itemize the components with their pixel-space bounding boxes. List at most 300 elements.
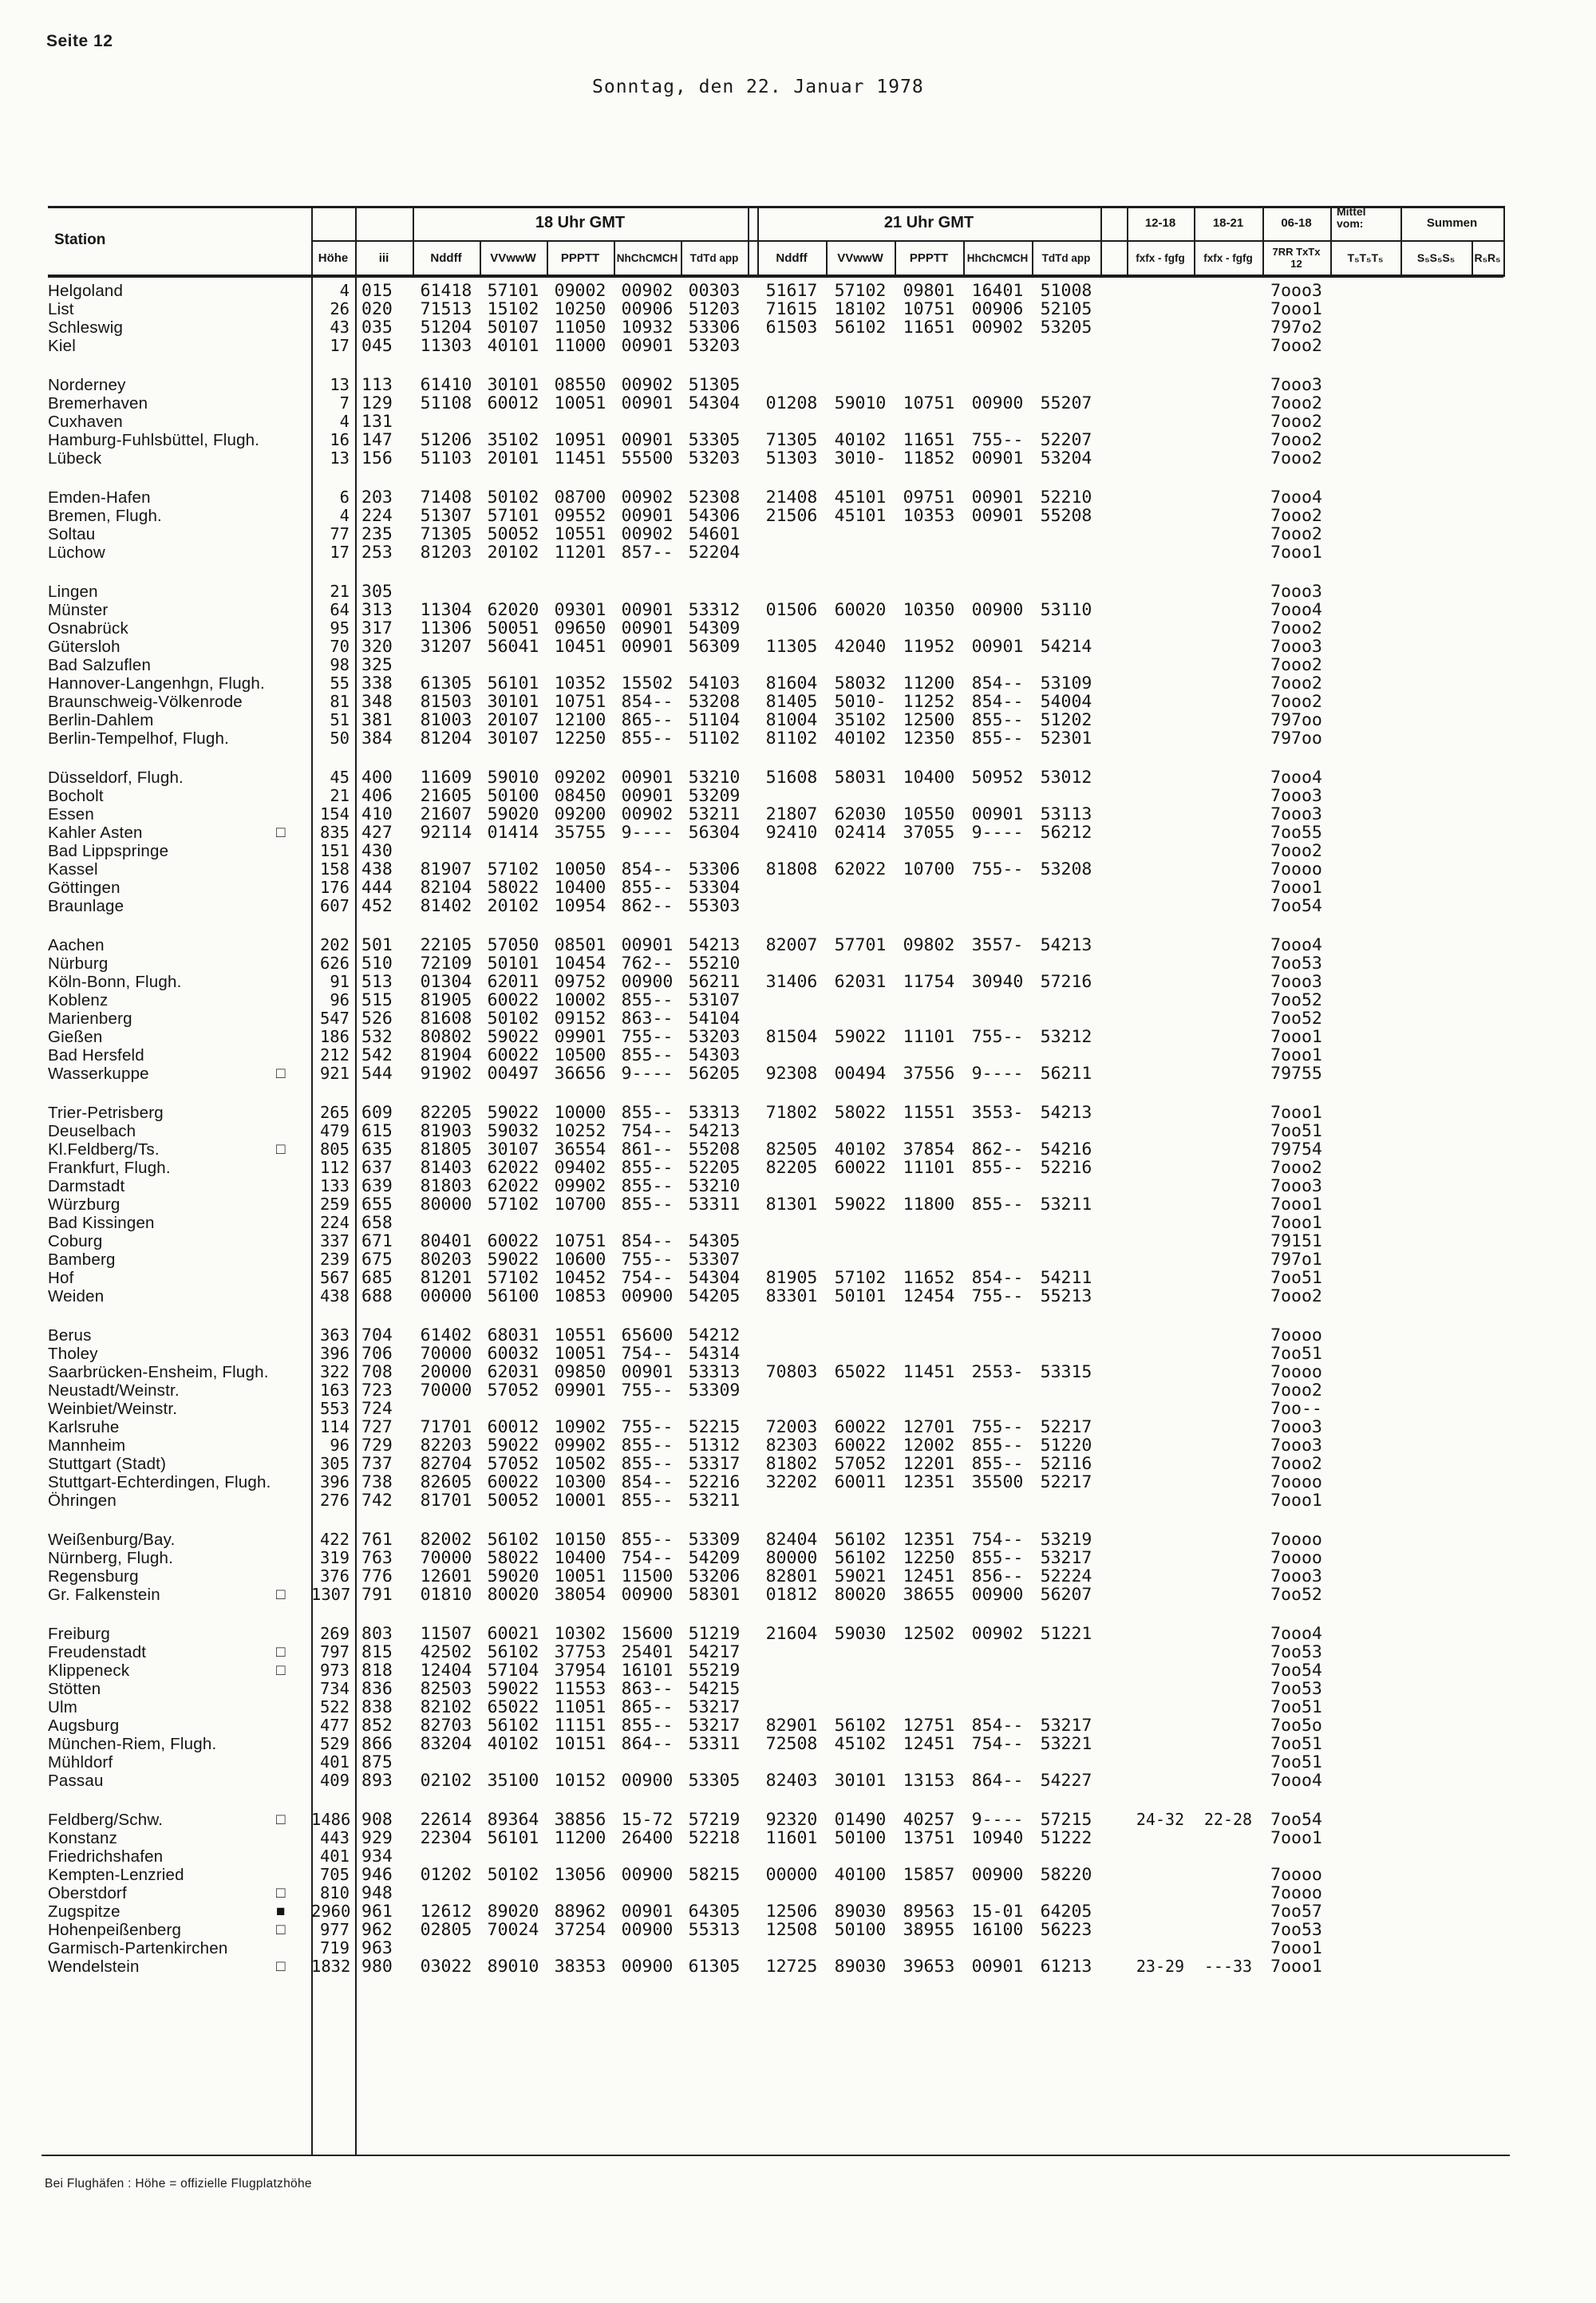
spacer xyxy=(748,973,757,991)
fx-18-21-value xyxy=(1194,1884,1262,1902)
hoehe-value: 4 xyxy=(339,412,350,431)
obs21-ppptt: 12250 xyxy=(903,1548,955,1568)
obs21-vvwww: 40102 xyxy=(834,430,887,450)
summen-ss-value xyxy=(1400,842,1472,860)
obs21-nhchcmch: 862-- xyxy=(971,1140,1024,1159)
obs21-tdtd-app xyxy=(1032,897,1100,915)
hoehe-value: 224 xyxy=(319,1213,350,1232)
obs21-ppptt: 10550 xyxy=(903,804,955,824)
obs18-vvwww: 20101 xyxy=(487,448,539,468)
station-row xyxy=(48,674,1503,693)
mittel-label-line1: Mittel xyxy=(1337,205,1366,218)
obs21-ppptt: 11551 xyxy=(903,1103,955,1123)
rr-06-18-value: 797oo xyxy=(1270,729,1322,749)
obs21-ppptt xyxy=(895,879,963,897)
station-name: Münster xyxy=(48,601,109,619)
station-row xyxy=(48,656,1503,674)
fx-12-18-value xyxy=(1127,1549,1194,1567)
station-row xyxy=(48,1195,1503,1214)
obs21-ppptt: 11451 xyxy=(903,1362,955,1382)
obs18-tdtd-app: 53307 xyxy=(688,1250,741,1270)
hoehe-value: 70 xyxy=(330,637,350,656)
obs21-ppptt xyxy=(895,413,963,431)
obs21-vvwww: 56102 xyxy=(834,1548,887,1568)
station-name: Bamberg xyxy=(48,1250,116,1269)
spacer xyxy=(748,1381,757,1400)
spacer xyxy=(748,543,757,562)
mittel-value xyxy=(1330,337,1400,355)
iii-value: 348 xyxy=(361,692,393,712)
obs18-nhchcmch: 00900 xyxy=(621,972,674,992)
iii-value: 325 xyxy=(361,655,393,675)
spacer xyxy=(1100,879,1127,897)
station-name: Gr. Falkenstein xyxy=(48,1586,160,1604)
spacer xyxy=(748,282,757,300)
obs21-ppptt xyxy=(895,1046,963,1065)
obs21-vvwww: 45102 xyxy=(834,1734,887,1754)
station-row xyxy=(48,693,1503,711)
station-name: Freudenstadt xyxy=(48,1643,147,1661)
obs21-tdtd-app: 54213 xyxy=(1040,935,1092,955)
summen-rs-value xyxy=(1472,583,1503,601)
fx-18-21-value xyxy=(1194,1455,1262,1473)
subheader-21-ppptt: PPPTT xyxy=(909,251,949,265)
station-row xyxy=(48,431,1503,449)
obs21-nddff: 81905 xyxy=(765,1268,818,1288)
obs18-tdtd-app: 54217 xyxy=(688,1642,741,1662)
station-name: Ulm xyxy=(48,1698,78,1716)
mittel-value xyxy=(1330,1939,1400,1957)
summen-rs-value xyxy=(1472,1400,1503,1418)
obs21-tdtd-app: 53012 xyxy=(1040,768,1092,788)
obs18-nddff: 51108 xyxy=(420,393,472,413)
obs18-nhchcmch: 16101 xyxy=(621,1661,674,1681)
hoehe-value: 322 xyxy=(319,1362,350,1381)
spacer xyxy=(748,805,757,824)
obs21-vvwww: 18102 xyxy=(834,299,887,319)
obs18-ppptt: 10150 xyxy=(554,1530,606,1550)
obs21-ppptt xyxy=(895,1326,963,1345)
obs21-ppptt: 09802 xyxy=(903,935,955,955)
obs18-nhchcmch: 862-- xyxy=(621,896,674,916)
obs18-vvwww xyxy=(480,842,547,860)
spacer xyxy=(1100,1921,1127,1939)
obs21-nhchcmch: 854-- xyxy=(971,692,1024,712)
mittel-value xyxy=(1330,936,1400,954)
mittel-value xyxy=(1330,1680,1400,1698)
obs18-vvwww xyxy=(480,1884,547,1902)
hoehe-value: 797 xyxy=(319,1642,350,1661)
obs18-vvwww: 56101 xyxy=(487,674,539,693)
obs21-nddff: 70803 xyxy=(765,1362,818,1382)
rr-06-18-value: 7ooo2 xyxy=(1270,1454,1322,1474)
iii-value: 791 xyxy=(361,1585,393,1605)
obs21-nhchcmch: 754-- xyxy=(971,1530,1024,1550)
summen-ss-value xyxy=(1400,318,1472,337)
obs18-nddff: 81701 xyxy=(420,1491,472,1511)
spacer xyxy=(748,1625,757,1643)
obs18-nhchcmch: 00901 xyxy=(621,637,674,657)
mittel-value xyxy=(1330,693,1400,711)
summen-ss-value xyxy=(1400,1418,1472,1436)
obs18-vvwww: 20107 xyxy=(487,710,539,730)
station-cell xyxy=(48,1643,311,1661)
obs21-nhchcmch xyxy=(963,656,1032,674)
obs18-nddff: 81803 xyxy=(420,1176,472,1196)
spacer xyxy=(1100,1140,1127,1159)
fx-18-21-value xyxy=(1194,1381,1262,1400)
iii-value: 513 xyxy=(361,972,393,992)
station-row xyxy=(48,543,1503,562)
obs18-ppptt: 10250 xyxy=(554,299,606,319)
mittel-value xyxy=(1330,583,1400,601)
column-group-18uhr: 18 Uhr GMT xyxy=(535,214,626,231)
rr-06-18-value: 7ooo2 xyxy=(1270,524,1322,544)
obs18-ppptt: 10002 xyxy=(554,990,606,1010)
obs21-nhchcmch: 755-- xyxy=(971,430,1024,450)
fx-12-18-value xyxy=(1127,1735,1194,1753)
summen-ss-value xyxy=(1400,1531,1472,1549)
obs18-nddff: 92114 xyxy=(420,823,472,843)
station-cell xyxy=(48,1418,311,1436)
hoehe-value: 376 xyxy=(319,1566,350,1586)
fx-12-18-value xyxy=(1127,1065,1194,1083)
obs21-tdtd-app: 51220 xyxy=(1040,1436,1092,1456)
station-name: Bad Hersfeld xyxy=(48,1046,144,1065)
station-row xyxy=(48,1680,1503,1698)
obs21-ppptt xyxy=(895,1345,963,1363)
obs21-ppptt: 11101 xyxy=(903,1027,955,1047)
obs18-tdtd-app: 54304 xyxy=(688,1268,741,1288)
fx-12-18-value xyxy=(1127,1866,1194,1884)
obs18-ppptt: 10551 xyxy=(554,1325,606,1345)
obs21-nddff: 82205 xyxy=(765,1158,818,1178)
spacer xyxy=(1100,1531,1127,1549)
obs18-ppptt: 36656 xyxy=(554,1064,606,1084)
station-row xyxy=(48,1009,1503,1028)
obs18-vvwww: 20102 xyxy=(487,543,539,563)
station-name: Deuselbach xyxy=(48,1122,136,1140)
obs18-ppptt: 09650 xyxy=(554,618,606,638)
obs18-ppptt: 10902 xyxy=(554,1417,606,1437)
iii-value: 235 xyxy=(361,524,393,544)
fx-18-21-value xyxy=(1194,1009,1262,1028)
obs18-nddff: 81903 xyxy=(420,1121,472,1141)
station-name: Kassel xyxy=(48,860,98,879)
obs21-ppptt xyxy=(895,1232,963,1250)
station-cell xyxy=(48,897,311,915)
obs18-nddff: 71305 xyxy=(420,524,472,544)
obs21-ppptt: 15857 xyxy=(903,1865,955,1885)
station-row xyxy=(48,1269,1503,1287)
obs21-ppptt: 10751 xyxy=(903,393,955,413)
rr-06-18-value: 7ooo4 xyxy=(1270,1771,1322,1791)
obs18-ppptt: 10700 xyxy=(554,1195,606,1215)
subheader-18-nhchcmch: NhChCMCH xyxy=(616,251,678,264)
obs18-ppptt: 09752 xyxy=(554,972,606,992)
mittel-value xyxy=(1330,860,1400,879)
subheader-rsrs: R₅R₅ xyxy=(1474,251,1501,264)
obs18-nddff: 11304 xyxy=(420,600,472,620)
hoehe-value: 51 xyxy=(330,710,350,729)
obs21-ppptt xyxy=(895,1680,963,1698)
obs21-nddff xyxy=(757,413,826,431)
spacer xyxy=(1100,488,1127,507)
fx-18-21-value xyxy=(1194,488,1262,507)
spacer xyxy=(748,1232,757,1250)
obs21-tdtd-app: 53211 xyxy=(1040,1195,1092,1215)
obs18-tdtd-app xyxy=(681,583,748,601)
rr-06-18-value: 7oooo xyxy=(1270,1865,1322,1885)
obs21-vvwww: 57102 xyxy=(834,281,887,301)
obs18-ppptt: 35755 xyxy=(554,823,606,843)
mittel-value xyxy=(1330,1104,1400,1122)
obs18-nhchcmch: 00900 xyxy=(621,1957,674,1977)
obs18-vvwww: 58022 xyxy=(487,878,539,898)
obs21-vvwww: 56102 xyxy=(834,1716,887,1736)
subheader-fxfx-fgfg-12-18: fxfx - fgfg xyxy=(1136,251,1185,264)
summen-rs-value xyxy=(1472,1046,1503,1065)
obs18-tdtd-app: 53209 xyxy=(688,786,741,806)
summen-ss-value xyxy=(1400,1829,1472,1847)
obs21-vvwww xyxy=(826,1680,895,1698)
rr-06-18-value xyxy=(1262,1847,1330,1866)
obs21-ppptt xyxy=(895,656,963,674)
summen-ss-value xyxy=(1400,768,1472,787)
station-row xyxy=(48,507,1503,525)
spacer xyxy=(1100,583,1127,601)
summen-rs-value xyxy=(1472,1418,1503,1436)
obs21-ppptt xyxy=(895,1661,963,1680)
station-cell xyxy=(48,1491,311,1510)
obs21-vvwww: 56102 xyxy=(834,318,887,338)
obs18-ppptt: 11201 xyxy=(554,543,606,563)
fx-18-21-value xyxy=(1194,337,1262,355)
obs18-nddff: 81503 xyxy=(420,692,472,712)
obs21-nhchcmch xyxy=(963,787,1032,805)
obs21-nhchcmch xyxy=(963,1698,1032,1716)
station-row xyxy=(48,768,1503,787)
iii-value: 510 xyxy=(361,954,393,974)
summen-rs-value xyxy=(1472,1735,1503,1753)
fx-12-18-value xyxy=(1127,674,1194,693)
summen-ss-value xyxy=(1400,1269,1472,1287)
spacer xyxy=(1100,860,1127,879)
obs21-nhchcmch: 16401 xyxy=(971,281,1024,301)
obs18-nhchcmch: 755-- xyxy=(621,1027,674,1047)
obs18-ppptt xyxy=(547,1884,614,1902)
mittel-value xyxy=(1330,488,1400,507)
station-cell xyxy=(48,768,311,787)
obs21-ppptt: 12351 xyxy=(903,1472,955,1492)
fx-18-21-value xyxy=(1194,711,1262,729)
obs18-nhchcmch: 855-- xyxy=(621,1176,674,1196)
summen-rs-value xyxy=(1472,824,1503,842)
iii-value: 761 xyxy=(361,1530,393,1550)
summen-ss-value xyxy=(1400,1232,1472,1250)
obs21-nhchcmch xyxy=(963,337,1032,355)
obs18-nhchcmch: 855-- xyxy=(621,1103,674,1123)
fx-12-18-value: 23-29 xyxy=(1136,1957,1185,1976)
station-name: Helgoland xyxy=(48,282,124,300)
hoehe-value: 1307 xyxy=(311,1585,351,1604)
summen-ss-value xyxy=(1400,1009,1472,1028)
obs18-nhchcmch: 754-- xyxy=(621,1268,674,1288)
station-row xyxy=(48,1232,1503,1250)
rr-06-18-value: 7ooo3 xyxy=(1270,1176,1322,1196)
summen-ss-value xyxy=(1400,973,1472,991)
station-row xyxy=(48,1250,1503,1269)
summen-ss-value xyxy=(1400,954,1472,973)
obs18-nddff xyxy=(413,842,480,860)
obs18-vvwww xyxy=(480,1847,547,1866)
hoehe-value: 4 xyxy=(339,281,350,300)
obs21-nddff: 81802 xyxy=(765,1454,818,1474)
obs18-nhchcmch: 864-- xyxy=(621,1734,674,1754)
obs21-nddff: 51608 xyxy=(765,768,818,788)
station-cell xyxy=(48,1661,311,1680)
column-header-mittel-vom xyxy=(1330,206,1400,240)
station-row xyxy=(48,1491,1503,1510)
rr-06-18-value: 7ooo2 xyxy=(1270,393,1322,413)
fx-18-21-value xyxy=(1194,1625,1262,1643)
obs21-ppptt: 11651 xyxy=(903,430,955,450)
iii-value: 724 xyxy=(361,1399,393,1419)
hoehe-value: 396 xyxy=(319,1472,350,1491)
fx-12-18-value xyxy=(1127,768,1194,787)
station-cell xyxy=(48,1140,311,1159)
summen-ss-value xyxy=(1400,300,1472,318)
obs21-tdtd-app: 53217 xyxy=(1040,1548,1092,1568)
spacer xyxy=(1100,842,1127,860)
obs21-nddff xyxy=(757,1122,826,1140)
mittel-value xyxy=(1330,787,1400,805)
iii-value: 035 xyxy=(361,318,393,338)
spacer xyxy=(748,1716,757,1735)
spacer xyxy=(1100,991,1127,1009)
hoehe-value: 1832 xyxy=(311,1957,351,1976)
spacer xyxy=(748,860,757,879)
obs18-nddff: 70000 xyxy=(420,1344,472,1364)
obs21-nddff xyxy=(757,525,826,543)
fx-18-21-value xyxy=(1194,656,1262,674)
obs18-tdtd-app: 56205 xyxy=(688,1064,741,1084)
obs21-nhchcmch xyxy=(963,1491,1032,1510)
station-cell xyxy=(48,1046,311,1065)
obs21-nddff: 21408 xyxy=(765,488,818,508)
hoehe-value: 202 xyxy=(319,935,350,954)
iii-value: 836 xyxy=(361,1679,393,1699)
summen-rs-value xyxy=(1472,1625,1503,1643)
station-cell xyxy=(48,300,311,318)
obs18-nddff: 61410 xyxy=(420,375,472,395)
obs18-nddff: 81204 xyxy=(420,729,472,749)
obs18-vvwww: 30107 xyxy=(487,729,539,749)
obs21-vvwww xyxy=(826,897,895,915)
iii-value: 658 xyxy=(361,1213,393,1233)
subheader-18-nddff: Nddff xyxy=(430,251,462,265)
fx-18-21-value xyxy=(1194,1159,1262,1177)
obs18-nddff: 81402 xyxy=(420,896,472,916)
fx-12-18-value xyxy=(1127,431,1194,449)
station-name: Norderney xyxy=(48,376,126,394)
station-cell xyxy=(48,693,311,711)
station-cell xyxy=(48,507,311,525)
obs18-vvwww: 62020 xyxy=(487,600,539,620)
obs21-ppptt: 11252 xyxy=(903,692,955,712)
rr-06-18-value: 7ooo3 xyxy=(1270,1566,1322,1586)
obs21-tdtd-app xyxy=(1032,1698,1100,1716)
obs21-tdtd-app xyxy=(1032,1884,1100,1902)
station-row xyxy=(48,1829,1503,1847)
summen-ss-value xyxy=(1400,860,1472,879)
obs18-nddff: 80203 xyxy=(420,1250,472,1270)
fx-18-21-value xyxy=(1194,768,1262,787)
station-cell xyxy=(48,973,311,991)
subheader-21-nddff: Nddff xyxy=(776,251,808,265)
fx-18-21-value xyxy=(1194,619,1262,638)
station-cell xyxy=(48,601,311,619)
obs18-tdtd-app: 58215 xyxy=(688,1865,741,1885)
fx-12-18-value xyxy=(1127,543,1194,562)
obs21-tdtd-app: 57216 xyxy=(1040,972,1092,992)
obs21-nhchcmch: 30940 xyxy=(971,972,1024,992)
obs21-tdtd-app: 54213 xyxy=(1040,1103,1092,1123)
obs18-nddff: 81805 xyxy=(420,1140,472,1159)
obs21-tdtd-app xyxy=(1032,1847,1100,1866)
obs18-vvwww: 57104 xyxy=(487,1661,539,1681)
fx-18-21-value xyxy=(1194,729,1262,748)
obs18-vvwww: 59022 xyxy=(487,1436,539,1456)
obs18-tdtd-app: 53311 xyxy=(688,1195,741,1215)
station-name: Schleswig xyxy=(48,318,124,337)
mittel-value xyxy=(1330,1661,1400,1680)
station-group xyxy=(48,936,1503,1083)
obs18-vvwww: 01414 xyxy=(487,823,539,843)
fx-12-18-value xyxy=(1127,1567,1194,1586)
station-row xyxy=(48,282,1503,300)
mittel-value xyxy=(1330,376,1400,394)
spacer xyxy=(748,1829,757,1847)
obs18-vvwww xyxy=(480,1753,547,1772)
spacer xyxy=(1100,394,1127,413)
spacer xyxy=(1100,1326,1127,1345)
obs21-nhchcmch xyxy=(963,1847,1032,1866)
summen-ss-value xyxy=(1400,1250,1472,1269)
station-row xyxy=(48,1214,1503,1232)
obs21-nhchcmch: 854-- xyxy=(971,674,1024,693)
summen-ss-value xyxy=(1400,1753,1472,1772)
obs18-nhchcmch: 00902 xyxy=(621,488,674,508)
summen-ss-value xyxy=(1400,1567,1472,1586)
fx-18-21-value xyxy=(1194,1680,1262,1698)
spacer xyxy=(1100,1473,1127,1491)
iii-value: 147 xyxy=(361,430,393,450)
fx-18-21-value xyxy=(1194,1269,1262,1287)
spacer xyxy=(748,897,757,915)
station-cell xyxy=(48,337,311,355)
obs21-ppptt: 12451 xyxy=(903,1734,955,1754)
obs18-nddff xyxy=(413,1847,480,1866)
obs21-nddff xyxy=(757,1250,826,1269)
rr-06-18-value: 79151 xyxy=(1270,1231,1322,1251)
fx-12-18-value xyxy=(1127,337,1194,355)
obs21-nddff: 71305 xyxy=(765,430,818,450)
hoehe-value: 17 xyxy=(330,543,350,562)
obs21-ppptt: 10700 xyxy=(903,859,955,879)
fx-12-18-value xyxy=(1127,1716,1194,1735)
hoehe-value: 553 xyxy=(319,1399,350,1418)
